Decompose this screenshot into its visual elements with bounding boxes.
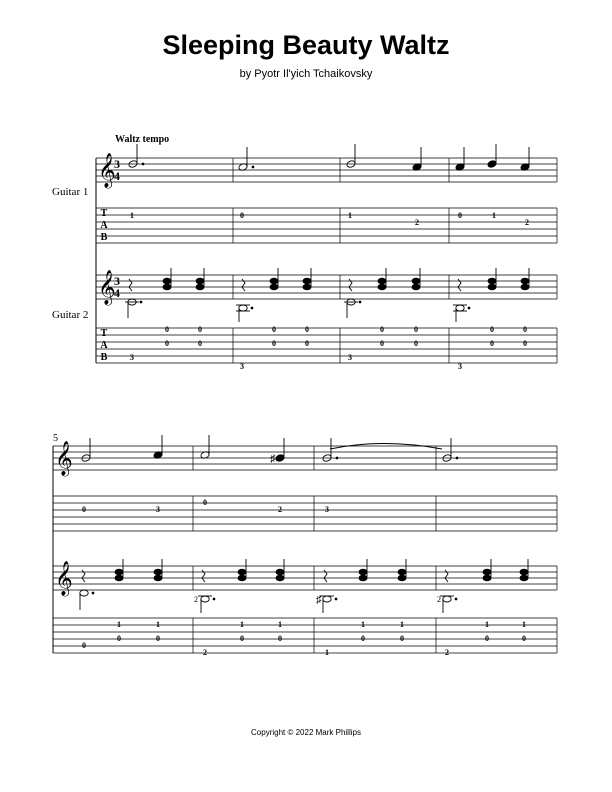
tab-number: 0 bbox=[82, 505, 86, 514]
tab-number: 0 bbox=[361, 634, 365, 643]
tab-number: 0 bbox=[272, 339, 276, 348]
tab-number: 3 bbox=[325, 505, 329, 514]
tab-number: 3 bbox=[458, 362, 462, 371]
treble-clef-icon: 𝄞 bbox=[98, 154, 116, 187]
treble-clef-icon: 𝄞 bbox=[55, 442, 73, 475]
tab-number: 0 bbox=[240, 634, 244, 643]
tab-number: 1 bbox=[361, 620, 365, 629]
tab-guitar-1-system-2 bbox=[53, 496, 557, 531]
tab-number: 0 bbox=[272, 325, 276, 334]
tab-letter: B bbox=[100, 232, 108, 243]
notes-guitar-2-system-1 bbox=[125, 268, 529, 322]
tab-number: 0 bbox=[400, 634, 404, 643]
page-title: Sleeping Beauty Waltz bbox=[162, 30, 450, 60]
svg-text:♯: ♯ bbox=[316, 594, 322, 606]
instrument-label-guitar-2: Guitar 2 bbox=[52, 309, 89, 321]
tab-number: 0 bbox=[523, 339, 527, 348]
tab-number: 0 bbox=[117, 634, 121, 643]
tab-number: 0 bbox=[380, 325, 384, 334]
treble-clef-icon: 𝄞 bbox=[98, 271, 116, 304]
tab-letter: T bbox=[100, 208, 108, 219]
tab-number: 0 bbox=[523, 325, 527, 334]
tab-number: 3 bbox=[130, 353, 134, 362]
fingering-mark: 2 bbox=[194, 595, 198, 604]
time-sig-bottom: 4 bbox=[114, 286, 120, 300]
notes-guitar-2-system-2 bbox=[80, 559, 528, 613]
tab-number: 0 bbox=[165, 339, 169, 348]
tab-number: 1 bbox=[278, 620, 282, 629]
tab-number: 0 bbox=[198, 339, 202, 348]
tab-number: 2 bbox=[278, 505, 282, 514]
tab-number: 2 bbox=[203, 648, 207, 657]
tab-number: 0 bbox=[240, 211, 244, 220]
svg-text:♯: ♯ bbox=[270, 453, 276, 465]
tab-letter: T bbox=[100, 328, 108, 339]
tab-number: 3 bbox=[240, 362, 244, 371]
tab-number: 0 bbox=[414, 325, 418, 334]
tab-number: 1 bbox=[400, 620, 404, 629]
tab-number: 0 bbox=[305, 325, 309, 334]
tab-number: 0 bbox=[165, 325, 169, 334]
tab-number: 1 bbox=[522, 620, 526, 629]
notes-guitar-1-system-1 bbox=[128, 144, 530, 171]
instrument-label-guitar-1: Guitar 1 bbox=[52, 186, 89, 198]
tab-number: 0 bbox=[203, 498, 207, 507]
tab-guitar-2-system-2 bbox=[53, 618, 557, 653]
staff-guitar-1-system-2 bbox=[53, 446, 557, 470]
treble-clef-icon: 𝄞 bbox=[55, 562, 73, 595]
tab-number: 0 bbox=[278, 634, 282, 643]
tab-number: 0 bbox=[380, 339, 384, 348]
tab-number: 0 bbox=[156, 634, 160, 643]
tab-number: 1 bbox=[240, 620, 244, 629]
measure-number: 5 bbox=[53, 433, 58, 444]
tab-number: 0 bbox=[198, 325, 202, 334]
fingering-mark: 2 bbox=[437, 595, 441, 604]
tab-number: 2 bbox=[445, 648, 449, 657]
tab-letter: A bbox=[100, 220, 108, 231]
composer-credit: by Pyotr Il'yich Tchaikovsky bbox=[239, 68, 373, 80]
tab-number: 0 bbox=[414, 339, 418, 348]
tempo-marking: Waltz tempo bbox=[115, 134, 170, 145]
notes-guitar-1-system-2 bbox=[81, 435, 458, 465]
tab-number: 1 bbox=[156, 620, 160, 629]
tab-letter: B bbox=[100, 352, 108, 363]
time-sig-top: 3 bbox=[114, 274, 120, 288]
tab-number: 3 bbox=[348, 353, 352, 362]
tab-number: 1 bbox=[325, 648, 329, 657]
copyright-notice: Copyright © 2022 Mark Phillips bbox=[251, 728, 361, 737]
tab-number: 1 bbox=[130, 211, 134, 220]
tab-number: 1 bbox=[485, 620, 489, 629]
tab-number: 0 bbox=[305, 339, 309, 348]
tab-number: 1 bbox=[348, 211, 352, 220]
tab-number: 0 bbox=[522, 634, 526, 643]
time-sig-top: 3 bbox=[114, 157, 120, 171]
tab-number: 1 bbox=[492, 211, 496, 220]
tab-number: 0 bbox=[485, 634, 489, 643]
tab-letter: A bbox=[100, 340, 108, 351]
tab-number: 1 bbox=[117, 620, 121, 629]
tab-number: 0 bbox=[458, 211, 462, 220]
time-sig-bottom: 4 bbox=[114, 169, 120, 183]
staff-guitar-1-system-1 bbox=[96, 158, 557, 182]
tab-number: 3 bbox=[156, 505, 160, 514]
staff-guitar-2-system-2 bbox=[53, 566, 557, 590]
tab-number: 0 bbox=[82, 641, 86, 650]
tab-number: 0 bbox=[490, 325, 494, 334]
tab-number: 2 bbox=[415, 218, 419, 227]
tab-guitar-1-system-1 bbox=[96, 208, 557, 243]
tab-number: 2 bbox=[525, 218, 529, 227]
tab-number: 0 bbox=[490, 339, 494, 348]
